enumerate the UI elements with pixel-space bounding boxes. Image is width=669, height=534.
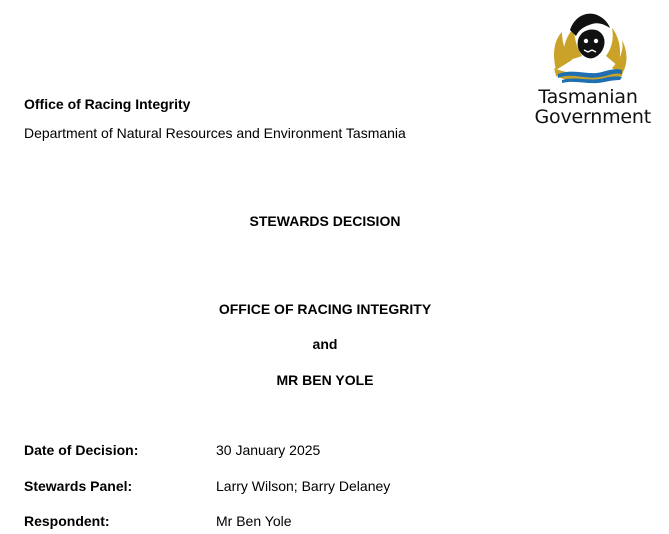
department-name: Department of Natural Resources and Environment Tasmania [24, 125, 406, 141]
respondent-label: Respondent: [24, 513, 110, 529]
party-one: OFFICE OF RACING INTEGRITY [218, 301, 432, 317]
logo-line-tasmanian: Tasmanian [538, 86, 638, 108]
stewards-panel-label: Stewards Panel: [24, 478, 133, 494]
tasmanian-devil-icon [550, 10, 628, 84]
tasmanian-government-logo [526, 10, 651, 128]
respondent-value: Mr Ben Yole [216, 513, 292, 529]
date-of-decision-label: Date of Decision: [24, 442, 139, 458]
date-of-decision-value: 30 January 2025 [216, 442, 321, 458]
document-title: STEWARDS DECISION [249, 213, 401, 229]
org-name: Office of Racing Integrity [24, 96, 191, 112]
conjunction: and [312, 336, 338, 352]
party-two: MR BEN YOLE [276, 372, 374, 388]
logo-line-government: Government [534, 106, 651, 128]
stewards-panel-value: Larry Wilson; Barry Delaney [216, 478, 391, 494]
